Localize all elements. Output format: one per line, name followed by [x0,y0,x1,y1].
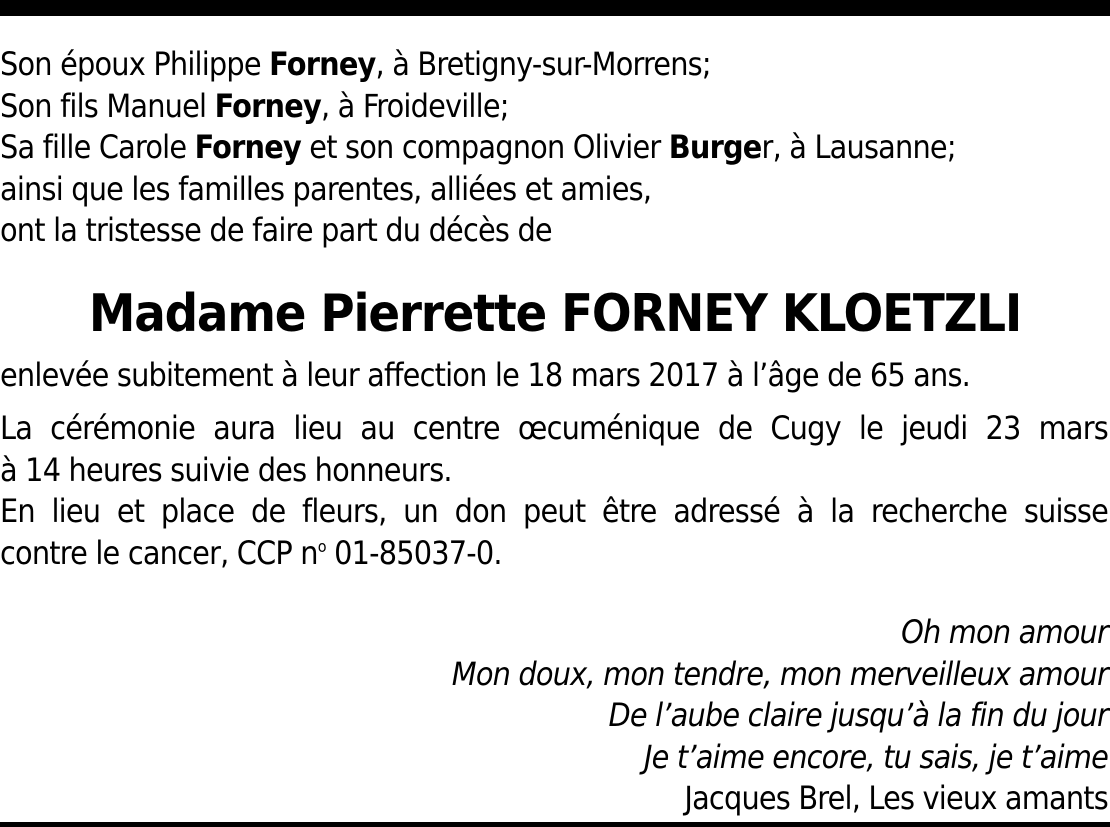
obituary-notice [0,44,1110,820]
husband-text: Son époux Philippe [0,45,270,83]
donation-account-number: 01-85037-0. [325,533,502,572]
poem-quote [0,612,1110,820]
husband-location: , à Bretigny-sur-Morrens; [375,45,711,83]
donation-account-label: contre le cancer, CCP n [0,533,318,572]
son-text: Son fils Manuel [0,86,215,125]
donation-line-2 [0,533,1110,575]
family-son-line [0,86,1110,128]
family-husband-line [0,44,1110,86]
son-location: , à Froideville; [320,86,509,125]
donation-line-1: En lieu et place de fleurs, un don peut être adressé à la recherche suisse [0,492,1108,530]
family-daughter-line [0,127,1110,169]
poem-attribution: Jacques Brel, Les vieux amants [684,779,1108,817]
partner-text: et son compagnon Olivier [300,128,669,166]
poem-verse: Je t’aime encore, tu sais, je t’aime [643,737,1108,776]
poem-verse: Oh mon amour [901,613,1108,651]
poem-verse: De l’aube claire jusqu’à la fin du jour [608,696,1108,734]
deceased-name: Madame Pierrette FORNEY KLOETZLI [88,283,1022,344]
daughter-location: , à Lausanne; [772,128,956,166]
ceremony-line-2: à 14 heures suivie des honneurs. [0,450,452,489]
daughter-text: Sa fille Carole [0,128,195,166]
number-sign-superscript: o [317,536,326,556]
daughter-surname: Forney [194,128,301,166]
poem-verse: Mon doux, mon tendre, mon merveilleux amour [451,654,1108,693]
relatives-line: ainsi que les familles parentes, alliées et amies, [0,169,652,208]
announcement-line: ont la tristesse de faire part du décès de [0,211,552,249]
husband-surname: Forney [269,45,376,83]
son-surname: Forney [214,86,321,125]
partner-surname-bold: Burge [668,128,762,166]
death-details: enlevée subitement à leur affection le 18 mars 2017 à l’âge de 65 ans. [0,355,971,394]
bottom-rule [0,822,1110,827]
partner-surname-rest: r [761,128,773,166]
ceremony-line-1: La cérémonie aura lieu au centre œcuménique de Cugy le jeudi 23 mars [0,409,1108,447]
top-rule [0,0,1110,16]
